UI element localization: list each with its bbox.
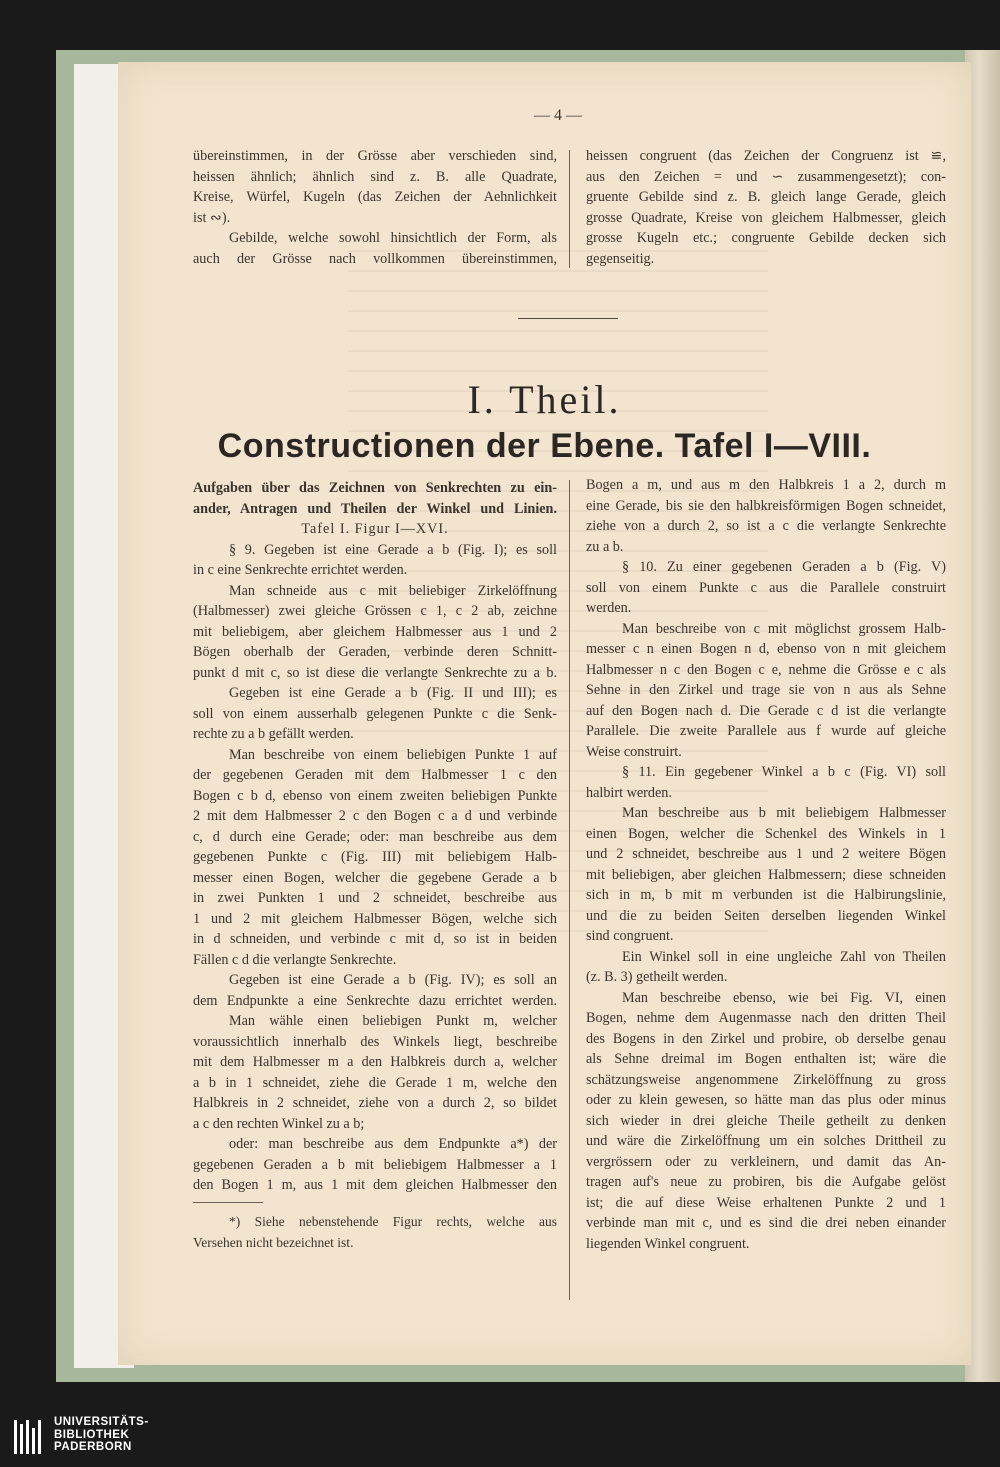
text-line: Man wähle einen beliebigen Punkt m, welcher: [229, 1013, 557, 1029]
text-line: messer c n einen Bogen n d, ebenso von n mit gleichem: [586, 641, 946, 657]
text-line: punkt d mit c, so ist diese die verlangte Senkrechte zu a b.: [193, 664, 557, 681]
text-line: verbinde man mit c, und es sind die drei neben einander: [586, 1215, 946, 1231]
text-line: voraussichtlich innerhalb des Winkels liegt, beschreibe: [193, 1033, 557, 1050]
text-line: vergrössern oder zu verkleinern, und damit das An-: [586, 1153, 946, 1170]
text-line: 2 mit dem Halbmesser 2 c den Bogen c a d und verbinde: [193, 808, 557, 824]
text-line: übereinstimmen, in der Grösse aber verschieden sind,: [193, 148, 557, 164]
text-line: gruente Gebilde sind z. B. gleich lange Gerade, gleich: [586, 189, 946, 205]
footnote: [193, 1212, 557, 1253]
text-line: in d schneiden, und verbinde c mit d, so ist in beiden: [193, 931, 557, 947]
text-line: ziehe von a durch 2, so ist a c die verlangte Senkrechte: [586, 518, 946, 534]
column-divider: [569, 480, 570, 1300]
text-line: mit dem Halbmesser m a den Halbkreis durch a, welcher: [193, 1054, 557, 1070]
text-line: tragen auf's neue zu probiren, bis die Aufgabe gelöst: [586, 1174, 946, 1190]
text-line: § 11. Ein gegebener Winkel a b c (Fig. VI) soll: [622, 764, 946, 780]
text-line: schätzungsweise angenommene Zirkelöffnung zu gross: [586, 1071, 946, 1088]
text-line: werden.: [586, 600, 632, 616]
text-line: sich wieder in drei gleiche Theile getheilt zu denken: [586, 1112, 946, 1129]
heading-line: ander, Antragen und Theilen der Winkel und Linien.: [193, 500, 557, 517]
text-line: soll von einem ausserhalb gelegenen Punkte c die Senk-: [193, 705, 557, 722]
horizontal-rule: [518, 318, 618, 319]
text-line: auch der Grösse nach vollkommen übereinstimmen,: [193, 250, 557, 267]
text-line: messer einen Bogen, welcher die gegebene Gerade a b: [193, 869, 557, 886]
text-line: Bogen c b d, ebenso von einem zweiten beliebigen Punkte: [193, 787, 557, 804]
text-line: Gegeben ist eine Gerade a b (Fig. IV); es soll an: [229, 972, 557, 988]
text-line: Ein Winkel soll in eine ungleiche Zahl von Theilen: [622, 948, 946, 965]
text-line: sind congruent.: [586, 928, 674, 944]
text-line: der gegebenen Geraden mit dem Halbmesser 1 c den: [193, 767, 557, 783]
text-line: oder zu klein gewesen, so hätte man das plus oder minus: [586, 1092, 946, 1108]
left-column: [193, 478, 557, 1196]
text-line: heissen ähnlich; ähnlich sind z. B. alle Quadrate,: [193, 168, 557, 185]
part-title: I. Theil.: [467, 377, 622, 422]
text-line: liegenden Winkel congruent.: [586, 1235, 750, 1252]
text-line: auf den Bogen nach d. Die Gerade c d ist die verlangte: [586, 702, 946, 719]
text-line: oder: man beschreibe aus dem Endpunkte a*) der: [229, 1136, 557, 1152]
text-line: Gebilde, welche sowohl hinsichtlich der Form, als: [229, 230, 557, 246]
text-line: Parallele. Die zweite Parallele aus f wurde auf gleiche: [586, 723, 946, 739]
text-line: gegebenen Geraden a b mit beliebigem Halbmesser a 1: [193, 1156, 557, 1173]
text-line: a b in 1 schneidet, ziehe die Gerade 1 m, welche den: [193, 1074, 557, 1091]
column-divider: [569, 150, 570, 268]
text-line: ist; die auf diese Weise erhaltenen Punkte 2 und 1: [586, 1194, 946, 1211]
text-line: zu a b.: [586, 538, 624, 555]
text-line: a c den rechten Winkel zu a b;: [193, 1115, 365, 1132]
text-line: und 2 schneidet, beschreibe aus 1 und 2 weitere Bögen: [586, 846, 946, 862]
text-line: des Bogens in den Zirkel und probire, ob derselbe genau: [586, 1030, 946, 1047]
footnote-line: *) Siehe nebenstehende Figur rechts, welche aus: [229, 1214, 557, 1229]
top-left-column: [193, 146, 557, 269]
text-line: in zwei Punkten 1 und 2 schneidet, beschreibe aus: [193, 890, 557, 906]
text-line: ist ∾).: [193, 209, 231, 226]
text-line: (Halbmesser) zwei gleiche Grössen c 1, c 2 ab, zeichne: [193, 603, 557, 619]
scanned-page: [118, 62, 971, 1365]
page-number: — 4 —: [534, 107, 582, 124]
logo-line: PADERBORN: [54, 1441, 132, 1453]
text-line: Man beschreibe ebenso, wie bei Fig. VI, einen: [622, 989, 946, 1006]
text-line: § 10. Zu einer gegebenen Geraden a b (Fig. V): [622, 559, 946, 575]
text-line: Halbmesser n c den Bogen c e, nehme die Grösse e c als: [586, 661, 946, 678]
text-line: Man beschreibe von einem beliebigen Punkte 1 auf: [229, 746, 557, 763]
text-line: heissen congruent (das Zeichen der Congruenz ist ≌,: [586, 148, 946, 164]
text-line: grosse Kugeln etc.; congruente Gebilde decken sich: [586, 230, 946, 246]
right-column: [586, 475, 946, 1254]
text-line: dem Endpunkte a eine Senkrechte dazu errichtet werden.: [193, 992, 557, 1009]
text-line: soll von einem Punkte c aus die Parallele construirt: [586, 579, 946, 596]
logo-line: BIBLIOTHEK: [54, 1428, 130, 1441]
text-line: gegebenen Punkte c (Fig. III) mit beliebigem Halb-: [193, 849, 557, 865]
text-line: halbirt werden.: [586, 784, 672, 801]
text-line: gegenseitig.: [586, 250, 655, 267]
text-line: § 9. Gegeben ist eine Gerade a b (Fig. I); es soll: [229, 541, 557, 558]
text-line: Halbkreis in 2 schneidet, ziehe von a durch 2, so bildet: [193, 1095, 557, 1111]
text-line: c, d durch eine Gerade; oder: man beschreibe aus dem: [193, 828, 557, 845]
section-title: Constructionen der Ebene. Tafel I—VIII.: [217, 427, 872, 465]
text-line: Bogen, nehme dem Augenmasse nach den dritten Theil: [586, 1010, 946, 1026]
text-line: eine Gerade, bis sie den halbkreisförmigen Bogen schneidet,: [586, 497, 946, 514]
text-line: und wäre die Zirkelöffnung um ein solches Drittheil zu: [586, 1133, 946, 1149]
logo-line: UNIVERSITÄTS-: [54, 1416, 149, 1428]
text-line: rechte zu a b gefällt werden.: [193, 726, 354, 742]
top-right-column: [586, 146, 946, 269]
text-line: Man schneide aus c mit beliebiger Zirkelöffnung: [229, 582, 557, 599]
heading-line: Aufgaben über das Zeichnen von Senkrechten zu ein-: [193, 480, 557, 496]
text-line: mit beliebigen, aber gleichen Halbmessern; diese schneiden: [586, 866, 946, 883]
logo-text: [54, 1416, 149, 1454]
text-line: sich in m, b mit m verbunden ist die Halbirungslinie,: [586, 887, 946, 903]
text-line: Sehne in den Zirkel und trage sie von n aus als Sehne: [586, 682, 946, 698]
text-line: grosse Quadrate, Kreise von gleichem Halbmesser, gleich: [586, 209, 946, 226]
text-line: und die zu beiden Seiten derselben liegenden Winkel: [586, 907, 946, 924]
text-line: mit beliebigem, aber gleichem Halbmesser aus 1 und 2: [193, 623, 557, 640]
text-line: 1 und 2 mit gleichem Halbmesser Bögen, welche sich: [193, 910, 557, 927]
text-line: Man beschreibe aus b mit beliebigem Halbmesser: [622, 805, 946, 821]
text-line: Fällen c d die verlangte Senkrechte.: [193, 951, 397, 968]
text-line: als Sehne dreimal im Bogen enthalten ist; wäre die: [586, 1051, 946, 1067]
footnote-line: Versehen nicht bezeichnet ist.: [193, 1234, 354, 1250]
text-line: den Bogen 1 m, aus 1 mit dem gleichen Halbmesser den: [193, 1177, 557, 1193]
text-line: (z. B. 3) getheilt werden.: [586, 969, 728, 985]
text-line: Weise construirt.: [586, 743, 682, 760]
footnote-rule: [193, 1202, 263, 1203]
subheading: Tafel I. Figur I—XVI.: [301, 521, 449, 537]
text-line: Bogen a m, und aus m den Halbkreis 1 a 2, durch m: [586, 477, 946, 493]
text-line: einen Bogen, welcher die Schenkel des Winkels in 1: [586, 825, 946, 842]
text-line: Kreise, Würfel, Kugeln (das Zeichen der Aehnlichkeit: [193, 189, 557, 205]
text-line: Gegeben ist eine Gerade a b (Fig. II und III); es: [229, 685, 557, 701]
text-line: Man beschreibe von c mit möglichst grossem Halb-: [622, 620, 946, 637]
text-line: Bögen oberhalb der Geraden, verbinde deren Schnitt-: [193, 644, 557, 660]
text-line: aus den Zeichen = und ∽ zusammengesetzt); con-: [586, 168, 946, 185]
text-line: in c eine Senkrechte errichtet werden.: [193, 562, 408, 578]
